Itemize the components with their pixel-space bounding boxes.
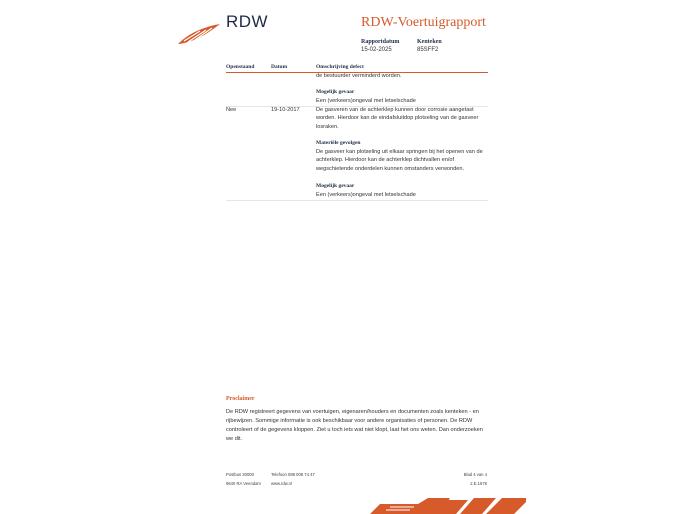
row-consequences-text: De gasveer kan plotseling uit elkaar springen bij het openen van de achterklep. Hierdoor kan de achterklep dichtvallen en/of wegschietende onderdelen kunnen omstanders verwonden. — [316, 149, 483, 172]
footer-phone: Telefoon 088 008 74 47 — [271, 472, 315, 477]
row-description: De gasveren van de achterklep kunnen door corrosie aangetast worden. Hierdoor kan de eindafsluitdop plotseling van de gasveer losraken. — [316, 107, 479, 130]
footer-city: 9640 RA Veendam — [226, 481, 261, 486]
report-date-label: Rapportdatum — [361, 39, 400, 45]
row-consequences-label: Materiële gevolgen — [316, 140, 361, 146]
orange-stripes-decoration — [370, 498, 526, 514]
plate-label: Kenteken — [417, 39, 442, 45]
column-header-open: Openstaand — [226, 64, 255, 70]
continued-danger-text: Een (verkeers)ongeval met letselschade — [316, 98, 416, 104]
column-header-date: Datum — [271, 64, 288, 70]
report-title: RDW-Voertuigrapport — [361, 15, 486, 30]
row-open: Nee — [226, 107, 237, 113]
continued-danger-label: Mogelijk gevaar — [316, 89, 355, 95]
row-danger-text: Een (verkeers)ongeval met letselschade — [316, 192, 416, 198]
footer-web[interactable]: www.rdw.nl — [271, 481, 292, 486]
brand-name: RDW — [226, 12, 269, 31]
disclaimer-text: De RDW registreert gegevens van voertuigen, eigenaren/houders en documenten zoals kenteken - en rijbewijzen. Sommige informatie is ook beschikbaar voor andere organisaties of personen. De RDW controleert of de gegevens kloppen. Ziet u toch iets wat niet klopt, laat het ons weten. Dan onderzoeken we dit. — [226, 409, 483, 442]
row-divider — [226, 200, 488, 201]
rdw-feather-logo — [176, 22, 222, 46]
column-header-description: Omschrijving defect — [316, 64, 364, 70]
report-date-value: 15-02-2025 — [361, 47, 392, 53]
plate-value: 85SFF2 — [417, 47, 439, 53]
row-date: 19-10-2017 — [271, 107, 300, 113]
footer-postbus: Postbus 30000 — [226, 472, 254, 477]
footer-code: 2.E.1678 — [470, 481, 487, 486]
row-danger-label: Mogelijk gevaar — [316, 183, 355, 189]
continued-description: de bestuurder verminderd worden. — [316, 73, 402, 79]
disclaimer-title: Proclaimer — [226, 396, 255, 402]
footer-page: Blad 4 van 4 — [463, 472, 487, 477]
